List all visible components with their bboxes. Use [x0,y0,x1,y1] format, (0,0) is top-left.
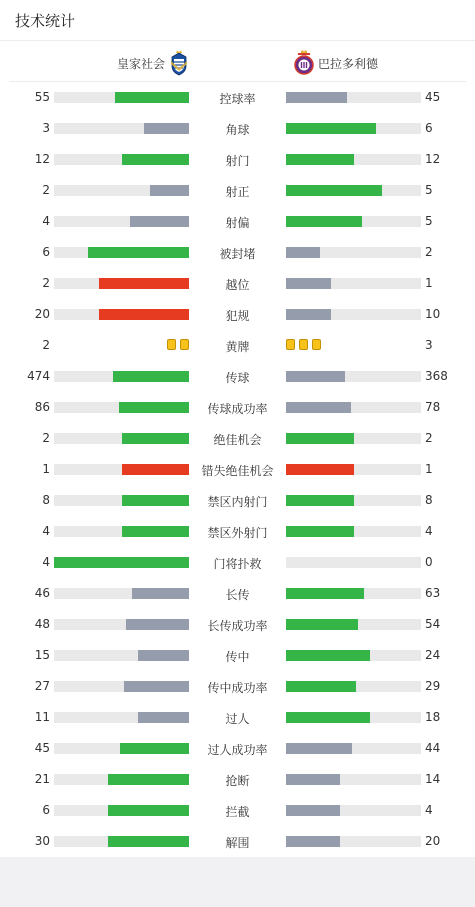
stat-label: 禁区外射门 [207,526,268,540]
away-bar-fill [286,712,370,723]
away-value: 78 [425,400,441,414]
stat-label: 传中 [225,650,250,664]
home-yellow-cards [167,339,189,350]
stat-row [0,640,475,671]
away-value: 5 [425,183,433,197]
stat-row [0,268,475,299]
away-bar-fill [286,402,351,413]
away-bar-track [286,216,421,227]
stat-label: 黄牌 [225,340,250,354]
stat-row [0,609,475,640]
away-bar-fill [286,805,340,816]
yellow-card-icon [167,339,176,350]
away-bar-track [286,402,421,413]
stat-row [0,764,475,795]
home-value: 4 [42,555,50,569]
home-value: 30 [34,834,50,848]
home-bar-fill [138,650,189,661]
away-bar-track [286,495,421,506]
stat-row [0,206,475,237]
away-bar-fill [286,433,354,444]
home-bar-fill [150,185,189,196]
stat-label: 解围 [225,836,250,850]
home-bar-fill [122,526,190,537]
away-value: 24 [425,648,441,662]
home-bar-track [54,712,189,723]
stat-row [0,423,475,454]
away-bar-track [286,557,421,568]
stat-row [0,702,475,733]
home-bar-fill [108,774,189,785]
stat-label: 过人 [225,712,250,726]
away-bar-fill [286,216,362,227]
home-team-name: 皇家社会 [116,56,165,71]
away-bar-fill [286,774,340,785]
away-value: 18 [425,710,441,724]
home-bar-track [54,526,189,537]
home-value: 1 [42,462,50,476]
home-bar-track [54,650,189,661]
stat-label: 门将扑救 [213,557,262,571]
away-bar-track [286,836,421,847]
home-bar-fill [122,433,190,444]
away-bar-fill [286,836,340,847]
home-bar-fill [88,247,189,258]
home-bar-fill [99,309,189,320]
home-value: 474 [27,369,50,383]
stat-label: 长传成功率 [207,619,268,633]
home-bar-track [54,774,189,785]
away-bar-fill [286,123,376,134]
away-value: 14 [425,772,441,786]
away-value: 368 [425,369,448,383]
home-value: 2 [42,276,50,290]
home-value: 3 [42,121,50,135]
home-bar-track [54,185,189,196]
stat-row [0,454,475,485]
home-bar-fill [54,557,189,568]
stat-label: 禁区内射门 [207,495,268,509]
home-value: 27 [34,679,50,693]
stat-label: 错失绝佳机会 [201,464,274,478]
away-value: 2 [425,245,433,259]
yellow-card-icon [286,339,295,350]
away-team[interactable] [293,50,378,76]
away-bar-fill [286,278,331,289]
away-bar-fill [286,650,370,661]
home-value: 86 [34,400,50,414]
away-bar-track [286,526,421,537]
away-value: 10 [425,307,441,321]
away-value: 8 [425,493,433,507]
away-bar-track [286,92,421,103]
stat-label: 角球 [225,123,250,137]
home-value: 20 [34,307,50,321]
stat-label: 传中成功率 [207,681,268,695]
home-value: 6 [42,245,50,259]
home-bar-track [54,309,189,320]
teams-header [9,41,466,82]
home-value: 2 [42,183,50,197]
away-value: 20 [425,834,441,848]
away-value: 5 [425,214,433,228]
away-value: 0 [425,555,433,569]
home-bar-track [54,464,189,475]
stat-label: 射正 [225,185,250,199]
away-value: 4 [425,803,433,817]
away-value: 4 [425,524,433,538]
home-bar-track [54,557,189,568]
away-value: 29 [425,679,441,693]
stat-label: 传球成功率 [207,402,268,416]
away-bar-fill [286,154,354,165]
stat-row [0,82,475,113]
stats-list [0,82,475,857]
home-bar-fill [113,371,189,382]
home-bar-fill [108,805,189,816]
stat-label: 被封堵 [219,247,256,261]
away-bar-track [286,588,421,599]
away-bar-track [286,743,421,754]
stat-row [0,144,475,175]
home-value: 8 [42,493,50,507]
away-value: 3 [425,338,433,352]
home-bar-track [54,371,189,382]
home-bar-fill [108,836,189,847]
home-value: 12 [34,152,50,166]
stat-row [0,733,475,764]
stat-label: 过人成功率 [207,743,268,757]
away-bar-track [286,371,421,382]
yellow-card-icon [299,339,308,350]
away-team-name: 巴拉多利德 [318,56,379,71]
stat-label: 射偏 [225,216,250,230]
away-value: 45 [425,90,441,104]
home-value: 48 [34,617,50,631]
home-bar-track [54,402,189,413]
away-value: 63 [425,586,441,600]
stat-row [0,237,475,268]
home-bar-fill [120,743,189,754]
home-bar-fill [126,619,189,630]
home-value: 11 [34,710,50,724]
away-bar-track [286,433,421,444]
home-bar-fill [99,278,189,289]
away-bar-fill [286,495,354,506]
home-bar-track [54,123,189,134]
away-value: 6 [425,121,433,135]
home-bar-track [54,805,189,816]
away-value: 54 [425,617,441,631]
away-bar-track [286,464,421,475]
home-value: 4 [42,214,50,228]
home-bar-track [54,619,189,630]
stat-row [0,175,475,206]
home-bar-fill [119,402,189,413]
away-bar-track [286,278,421,289]
away-bar-fill [286,371,345,382]
away-bar-track [286,805,421,816]
home-bar-track [54,433,189,444]
home-bar-fill [122,464,190,475]
stat-row [0,361,475,392]
home-bar-track [54,247,189,258]
home-value: 55 [34,90,50,104]
away-bar-track [286,712,421,723]
stat-row [0,299,475,330]
home-bar-track [54,681,189,692]
stat-label: 抢断 [225,774,250,788]
home-value: 2 [42,431,50,445]
yellow-card-icon [312,339,321,350]
page-title: 技术统计 [15,11,76,30]
home-bar-track [54,216,189,227]
real-sociedad-crest-icon [168,50,190,76]
away-bar-fill [286,92,347,103]
stat-row [0,516,475,547]
real-valladolid-crest-icon [293,50,315,76]
stat-label: 传球 [225,371,250,385]
home-value: 6 [42,803,50,817]
home-bar-track [54,154,189,165]
away-value: 1 [425,276,433,290]
home-value: 46 [34,586,50,600]
home-bar-fill [115,92,189,103]
home-value: 2 [42,338,50,352]
away-bar-track [286,650,421,661]
away-bar-track [286,247,421,258]
away-bar-fill [286,743,352,754]
home-bar-track [54,836,189,847]
home-bar-track [54,743,189,754]
home-value: 4 [42,524,50,538]
away-bar-fill [286,247,320,258]
stat-row [0,826,475,857]
away-bar-track [286,681,421,692]
home-bar-track [54,495,189,506]
home-bar-fill [122,154,190,165]
away-value: 12 [425,152,441,166]
stat-label: 绝佳机会 [213,433,262,447]
away-value: 1 [425,462,433,476]
away-bar-fill [286,185,382,196]
away-value: 2 [425,431,433,445]
home-value: 15 [34,648,50,662]
home-value: 21 [34,772,50,786]
away-bar-fill [286,309,331,320]
home-bar-fill [138,712,189,723]
away-bar-track [286,185,421,196]
stat-row [0,485,475,516]
away-bar-fill [286,526,354,537]
stat-row [0,671,475,702]
away-yellow-cards [286,339,321,350]
stat-label: 犯规 [225,309,250,323]
away-bar-track [286,309,421,320]
home-bar-fill [122,495,190,506]
stat-row [0,547,475,578]
section-header [0,0,475,41]
away-bar-fill [286,681,356,692]
stat-row [0,578,475,609]
stat-row [0,392,475,423]
stat-label: 控球率 [219,92,256,106]
home-value: 45 [34,741,50,755]
yellow-card-icon [180,339,189,350]
stat-label: 拦截 [225,805,250,819]
stat-label: 长传 [225,588,250,602]
away-bar-fill [286,619,358,630]
home-bar-track [54,92,189,103]
stat-row [0,795,475,826]
home-bar-fill [144,123,189,134]
away-bar-track [286,619,421,630]
home-bar-track [54,278,189,289]
away-value: 44 [425,741,441,755]
home-bar-track [54,588,189,599]
away-bar-track [286,123,421,134]
home-bar-fill [130,216,189,227]
stat-row [0,330,475,361]
home-team[interactable] [117,50,190,76]
stat-row [0,113,475,144]
stat-label: 越位 [225,278,250,292]
away-bar-fill [286,588,364,599]
home-bar-fill [124,681,189,692]
stat-label: 射门 [225,154,250,168]
away-bar-track [286,154,421,165]
away-bar-fill [286,464,354,475]
home-bar-fill [132,588,189,599]
away-bar-track [286,774,421,785]
